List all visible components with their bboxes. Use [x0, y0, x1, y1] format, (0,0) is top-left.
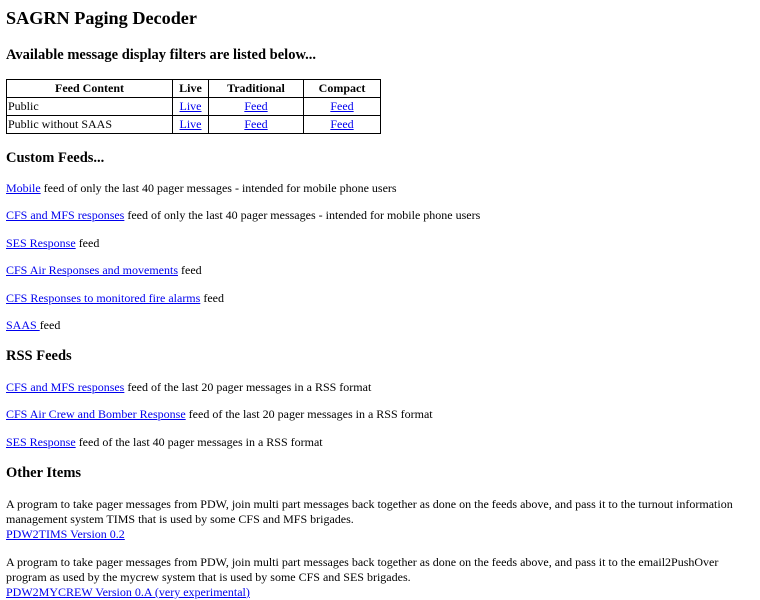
- ses-response-feed-link[interactable]: SES Response: [6, 235, 76, 250]
- other-item-pdw2tims: [6, 497, 750, 542]
- custom-feeds-heading: Custom Feeds...: [6, 149, 105, 166]
- rss-feed-item-cfs-air-crew: [6, 407, 750, 422]
- table-row-public: [7, 98, 381, 116]
- custom-feed-item-saas: [6, 318, 750, 333]
- rss-ses-response-link[interactable]: SES Response: [6, 434, 76, 449]
- rss-feed-item-ses: [6, 435, 750, 450]
- cell-live: [173, 98, 209, 116]
- other-item-description: A program to take pager messages from PDW, join multi part messages back together as done on the feeds above, and pass it to the email2PushOver program as used by the mycrew system that is used by some CFS and SES brigades.: [6, 554, 719, 584]
- mobile-feed-link[interactable]: Mobile: [6, 181, 41, 195]
- rss-feed-item-cfs-mfs: [6, 380, 750, 395]
- public-live-link[interactable]: Live: [179, 99, 202, 113]
- cell-feed-content: Public without SAAS: [7, 116, 173, 134]
- custom-feed-item-cfs-fire-alarms: [6, 291, 750, 306]
- saas-feed-link[interactable]: SAAS: [6, 317, 40, 332]
- table-header-row: [7, 80, 381, 98]
- other-item-description: A program to take pager messages from PDW, join multi part messages back together as done on the feeds above, and pass it to the turnout information management system TIMS that is used by some CFS and MFS brigades.: [6, 496, 733, 526]
- pdw2tims-download-link[interactable]: PDW2TIMS Version 0.2: [6, 526, 125, 541]
- custom-feed-item-mobile: [6, 181, 750, 196]
- rss-cfs-air-crew-bomber-link[interactable]: CFS Air Crew and Bomber Response: [6, 407, 186, 422]
- rss-feed-description: feed of the last 20 pager messages in a RSS format: [127, 379, 372, 394]
- header-traditional: Traditional: [209, 80, 304, 98]
- page-title: SAGRN Paging Decoder: [6, 8, 197, 28]
- header-live: Live: [173, 80, 209, 98]
- cell-live: [173, 116, 209, 134]
- public-without-saas-traditional-feed-link[interactable]: Feed: [244, 117, 268, 131]
- custom-feed-description: feed: [39, 317, 61, 332]
- rss-feeds-heading: RSS Feeds: [6, 348, 72, 365]
- cfs-mfs-responses-feed-link[interactable]: CFS and MFS responses: [6, 208, 125, 223]
- rss-feed-description: feed of the last 20 pager messages in a RSS format: [188, 407, 433, 422]
- public-compact-feed-link[interactable]: Feed: [330, 99, 354, 113]
- custom-feed-item-ses: [6, 236, 750, 251]
- cell-compact: [304, 98, 381, 116]
- pdw2mycrew-download-link[interactable]: PDW2MYCREW Version 0.A (very experimental): [6, 584, 250, 599]
- other-item-pdw2mycrew: [6, 555, 750, 600]
- custom-feed-description: feed of only the last 40 pager messages - intended for mobile phone users: [43, 181, 397, 195]
- table-row-public-without-saas: [7, 116, 381, 134]
- custom-feed-description: feed: [181, 263, 202, 278]
- custom-feed-description: feed of only the last 40 pager messages - intended for mobile phone users: [127, 208, 481, 223]
- public-traditional-feed-link[interactable]: Feed: [244, 99, 268, 113]
- public-without-saas-live-link[interactable]: Live: [179, 117, 202, 131]
- header-compact: Compact: [304, 80, 381, 98]
- feed-filters-table: [6, 79, 381, 134]
- custom-feed-item-cfs-mfs: [6, 208, 750, 223]
- custom-feed-item-cfs-air: [6, 263, 750, 278]
- cell-traditional: [209, 98, 304, 116]
- cfs-fire-alarms-feed-link[interactable]: CFS Responses to monitored fire alarms: [6, 290, 201, 305]
- custom-feed-description: feed: [78, 235, 100, 250]
- filters-intro-heading: Available message display filters are listed below...: [6, 47, 316, 63]
- cell-feed-content: Public: [7, 98, 173, 116]
- rss-cfs-mfs-responses-link[interactable]: CFS and MFS responses: [6, 379, 125, 394]
- public-without-saas-compact-feed-link[interactable]: Feed: [330, 117, 354, 131]
- other-items-heading: Other Items: [6, 465, 82, 482]
- rss-feed-description: feed of the last 40 pager messages in a RSS format: [78, 434, 323, 449]
- custom-feed-description: feed: [203, 290, 224, 305]
- cell-compact: [304, 116, 381, 134]
- header-feed-content: Feed Content: [7, 80, 173, 98]
- cfs-air-responses-feed-link[interactable]: CFS Air Responses and movements: [6, 263, 179, 278]
- cell-traditional: [209, 116, 304, 134]
